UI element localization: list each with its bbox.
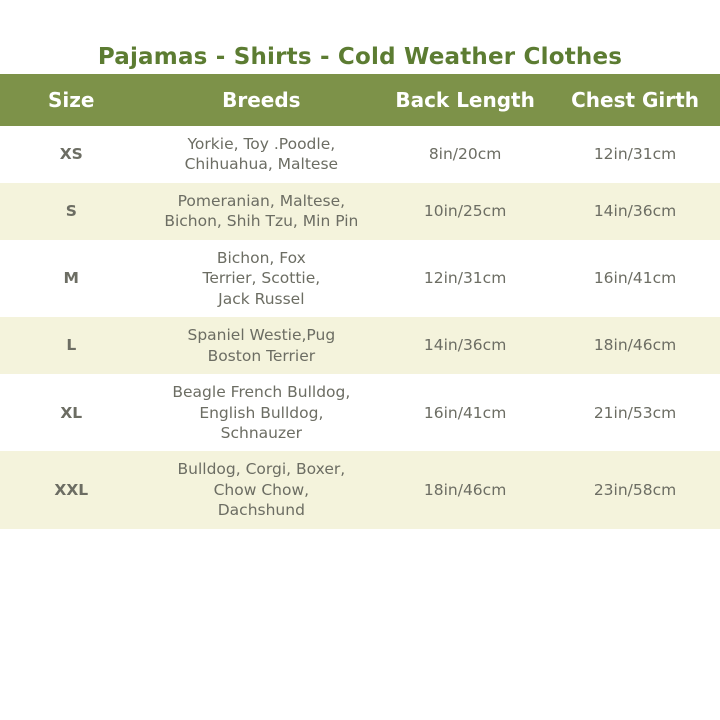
breed-line: Pomeranian, Maltese, xyxy=(177,191,346,210)
cell-size: XS xyxy=(0,126,143,183)
cell-breeds xyxy=(143,317,381,374)
cell-chest-girth: 21in/53cm xyxy=(550,374,720,451)
cell-back-length: 14in/36cm xyxy=(380,317,550,374)
cell-breeds xyxy=(143,183,381,240)
breed-line: Chow Chow, xyxy=(213,480,310,499)
breed-line: Beagle French Bulldog, xyxy=(172,383,351,402)
table-row xyxy=(0,126,720,183)
breed-line: Bichon, Shih Tzu, Min Pin xyxy=(164,212,359,231)
cell-back-length: 8in/20cm xyxy=(380,126,550,183)
table-row xyxy=(0,317,720,374)
cell-chest-girth: 12in/31cm xyxy=(550,126,720,183)
cell-chest-girth: 14in/36cm xyxy=(550,183,720,240)
column-header-size: Size xyxy=(0,74,143,126)
breed-line: Bulldog, Corgi, Boxer, xyxy=(177,460,346,479)
breed-line: Chihuahua, Maltese xyxy=(184,155,339,174)
column-header-breeds: Breeds xyxy=(143,74,381,126)
breed-line: Jack Russel xyxy=(218,289,305,308)
cell-breeds xyxy=(143,374,381,451)
breed-line: English Bulldog, xyxy=(199,403,324,422)
table-body xyxy=(0,126,720,529)
cell-size: M xyxy=(0,240,143,317)
table-row xyxy=(0,374,720,451)
cell-chest-girth: 18in/46cm xyxy=(550,317,720,374)
size-chart-table xyxy=(0,74,720,529)
cell-size: XXL xyxy=(0,451,143,528)
breed-line: Bichon, Fox xyxy=(216,248,306,267)
column-header-back-length: Back Length xyxy=(380,74,550,126)
table-row xyxy=(0,451,720,528)
cell-size: S xyxy=(0,183,143,240)
breed-line: Yorkie, Toy .Poodle, xyxy=(187,135,336,153)
breed-line: Schnauzer xyxy=(220,423,303,442)
table-header-row xyxy=(0,74,720,126)
cell-back-length: 16in/41cm xyxy=(380,374,550,451)
cell-size: L xyxy=(0,317,143,374)
breed-line: Boston Terrier xyxy=(207,346,316,365)
breed-line: Terrier, Scottie, xyxy=(202,269,321,288)
breed-line: Spaniel Westie,Pug xyxy=(187,326,336,345)
cell-back-length: 18in/46cm xyxy=(380,451,550,528)
cell-back-length: 12in/31cm xyxy=(380,240,550,317)
table-row xyxy=(0,240,720,317)
cell-chest-girth: 23in/58cm xyxy=(550,451,720,528)
breed-line: Dachshund xyxy=(217,501,305,520)
cell-chest-girth: 16in/41cm xyxy=(550,240,720,317)
table-header xyxy=(0,74,720,126)
cell-back-length: 10in/25cm xyxy=(380,183,550,240)
cell-size: XL xyxy=(0,374,143,451)
page-title: Pajamas - Shirts - Cold Weather Clothes xyxy=(97,44,623,70)
cell-breeds xyxy=(143,126,381,183)
column-header-chest-girth: Chest Girth xyxy=(550,74,720,126)
table-row xyxy=(0,183,720,240)
cell-breeds xyxy=(143,451,381,528)
cell-breeds xyxy=(143,240,381,317)
